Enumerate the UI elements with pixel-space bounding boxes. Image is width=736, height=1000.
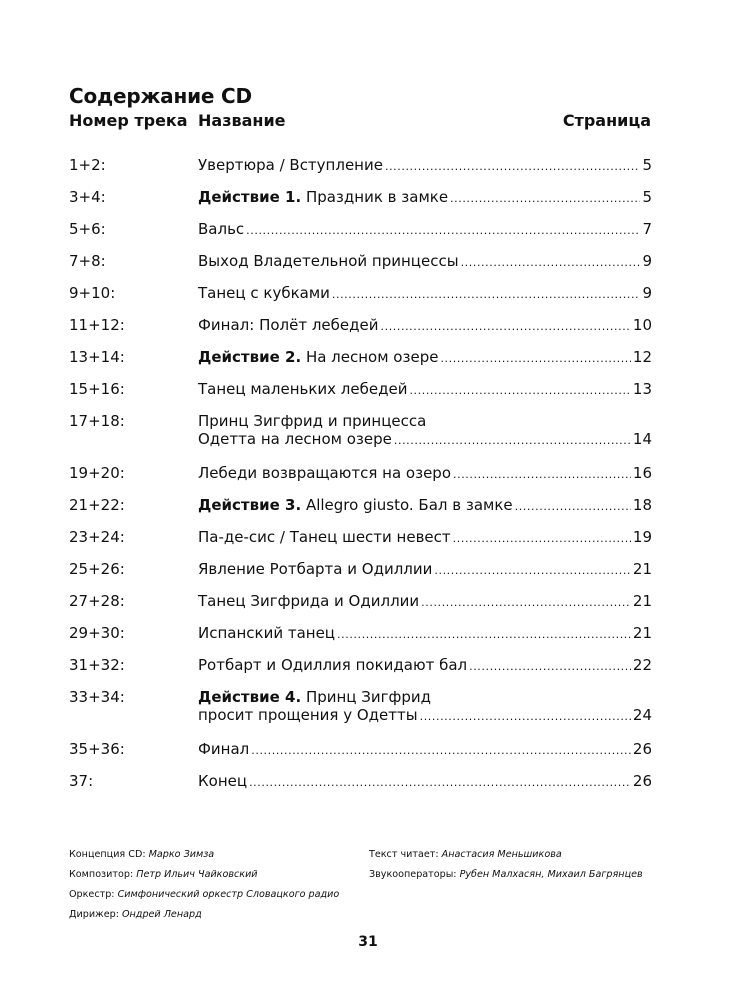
entry-line [198, 284, 652, 304]
toc-entry [198, 220, 652, 240]
dot-leader [332, 286, 641, 304]
entry-title-text: Вальс [198, 220, 245, 238]
entry-page-number: 22 [632, 656, 652, 674]
entry-title-text: Испанский танец [198, 624, 336, 642]
entry-title-text: Одетта на лесном озере [198, 430, 392, 448]
act-label: Действие 4. [198, 688, 302, 706]
credit-label: Дирижер: [69, 909, 122, 920]
header-page: Страница [562, 111, 651, 130]
credit-label: Композитор: [69, 869, 137, 880]
toc-entry [198, 656, 652, 676]
entry-line [198, 656, 652, 676]
entry-title-line1 [198, 412, 652, 430]
toc-entry [198, 772, 652, 792]
toc-row [69, 740, 652, 772]
dot-leader [381, 318, 631, 336]
entry-title-text: Выход Владетельной принцессы [198, 252, 459, 270]
entry-title-text: Финал: Полёт лебедей [198, 316, 379, 334]
entry-line [198, 706, 652, 726]
dot-leader [251, 742, 631, 760]
entry-title-text: Явление Ротбарта и Одиллии [198, 560, 433, 578]
entry-line [198, 624, 652, 644]
act-label: Действие 1. [198, 188, 302, 206]
entry-page-number: 26 [632, 772, 652, 790]
entry-line [198, 430, 652, 450]
page-number: 31 [358, 934, 378, 950]
entry-title-text: Танец маленьких лебедей [198, 380, 408, 398]
credit-label: Оркестр: [69, 889, 118, 900]
track-number: 5+6: [69, 220, 106, 238]
entry-title [198, 464, 451, 482]
toc-entry [198, 624, 652, 644]
toc-entry [198, 380, 652, 400]
toc-entry [198, 284, 652, 304]
toc-row [69, 220, 652, 252]
entry-line [198, 772, 652, 792]
entry-title-text: Ротбарт и Одиллия покидают бал [198, 656, 468, 674]
entry-page-number: 21 [632, 592, 652, 610]
track-number: 35+36: [69, 740, 125, 758]
toc-row [69, 592, 652, 624]
track-number: 3+4: [69, 188, 106, 206]
entry-title-text: Allegro giusto. Бал в замке [301, 496, 513, 514]
entry-title [198, 316, 379, 334]
entry-page-number: 26 [632, 740, 652, 758]
entry-title [198, 740, 249, 758]
track-number: 15+16: [69, 380, 125, 398]
toc-row [69, 284, 652, 316]
credit-line [69, 845, 339, 865]
dot-leader [515, 498, 631, 516]
toc-row [69, 624, 652, 656]
dot-leader [450, 190, 640, 208]
toc-row [69, 688, 652, 740]
toc-row [69, 656, 652, 688]
entry-line [198, 220, 652, 240]
track-number: 7+8: [69, 252, 106, 270]
entry-page-number: 14 [632, 430, 652, 448]
credit-label: Звукооператоры: [369, 869, 460, 880]
track-number: 31+32: [69, 656, 125, 674]
track-number: 29+30: [69, 624, 125, 642]
credit-line [369, 845, 643, 865]
toc-entry [198, 252, 652, 272]
track-number: 23+24: [69, 528, 125, 546]
toc-entry [198, 316, 652, 336]
toc-entry [198, 740, 652, 760]
toc-row [69, 156, 652, 188]
entry-title [198, 430, 392, 448]
toc-row [69, 464, 652, 496]
entry-title-text: Танец с кубками [198, 284, 330, 302]
track-number: 17+18: [69, 412, 125, 430]
entry-line [198, 464, 652, 484]
entry-title-text: просит прощения у Одетты [198, 706, 418, 724]
dot-leader [249, 774, 631, 792]
dot-leader [453, 530, 631, 548]
credit-label: Концепция CD: [69, 849, 149, 860]
toc-entry [198, 412, 652, 450]
dot-leader [469, 658, 631, 676]
entry-title [198, 496, 513, 514]
toc-entry [198, 188, 652, 208]
dot-leader [385, 158, 640, 176]
entry-title [198, 284, 330, 302]
entry-title-text: Увертюра / Вступление [198, 156, 383, 174]
credit-value: Анастасия Меньшикова [441, 849, 562, 860]
entry-title-text: Па-де-сис / Танец шести невест [198, 528, 451, 546]
dot-leader [394, 432, 631, 450]
credit-line [369, 865, 643, 885]
dot-leader [337, 626, 631, 644]
entry-page-number: 5 [642, 156, 652, 174]
entry-page-number: 18 [632, 496, 652, 514]
credits-right [369, 845, 643, 885]
entry-page-number: 10 [632, 316, 652, 334]
entry-title-text: Лебеди возвращаются на озеро [198, 464, 451, 482]
track-number: 9+10: [69, 284, 116, 302]
credit-value: Марко Зимза [148, 849, 215, 860]
entry-title [198, 560, 432, 578]
entry-title [198, 624, 335, 642]
entry-page-number: 21 [632, 560, 652, 578]
entry-title-text: Финал [198, 740, 250, 758]
header-track-number: Номер трека [69, 111, 188, 130]
credit-line [69, 885, 339, 905]
credits-left [69, 845, 339, 925]
dot-leader [421, 594, 631, 612]
entry-page-number: 24 [632, 706, 652, 724]
credit-line [69, 865, 339, 885]
page-title: Содержание CD [69, 84, 252, 108]
entry-title-text: Праздник в замке [301, 188, 449, 206]
dot-leader [461, 254, 641, 272]
entry-title-text: Танец Зигфрида и Одиллии [198, 592, 420, 610]
entry-line [198, 528, 652, 548]
dot-leader [440, 350, 630, 368]
entry-page-number: 19 [632, 528, 652, 546]
entry-page-number: 21 [632, 624, 652, 642]
credit-line [69, 905, 339, 925]
entry-title-text: Конец [198, 772, 248, 790]
track-number: 37: [69, 772, 94, 790]
entry-title [198, 348, 438, 366]
track-number: 13+14: [69, 348, 125, 366]
entry-page-number: 7 [642, 220, 652, 238]
toc-entry [198, 496, 652, 516]
entry-title [198, 656, 467, 674]
entry-page-number: 13 [632, 380, 652, 398]
toc-row [69, 772, 652, 804]
toc-list [69, 156, 652, 804]
toc-row [69, 188, 652, 220]
toc-entry [198, 688, 652, 726]
track-number: 33+34: [69, 688, 125, 706]
toc-entry [198, 156, 652, 176]
entry-title [198, 156, 383, 174]
entry-line [198, 560, 652, 580]
credit-value: Симфонический оркестр Словацкого радио [117, 889, 340, 900]
entry-page-number: 9 [642, 284, 652, 302]
toc-entry [198, 464, 652, 484]
entry-title [198, 706, 418, 724]
entry-title-text: Принц Зигфрид [301, 688, 431, 706]
track-number: 25+26: [69, 560, 125, 578]
entry-line [198, 188, 652, 208]
entry-line [198, 156, 652, 176]
toc-row [69, 496, 652, 528]
entry-title-text: На лесном озере [301, 348, 439, 366]
entry-line [198, 592, 652, 612]
entry-title [198, 772, 247, 790]
entry-line [198, 316, 652, 336]
credit-value: Рубен Малхасян, Михаил Багрянцев [459, 869, 643, 880]
entry-line [198, 380, 652, 400]
dot-leader [453, 466, 631, 484]
entry-title [198, 252, 459, 270]
track-number: 19+20: [69, 464, 125, 482]
toc-entry [198, 560, 652, 580]
act-label: Действие 3. [198, 496, 302, 514]
header-title: Название [198, 111, 286, 130]
track-number: 21+22: [69, 496, 125, 514]
entry-line [198, 740, 652, 760]
track-number: 27+28: [69, 592, 125, 610]
entry-page-number: 9 [642, 252, 652, 270]
toc-row [69, 528, 652, 560]
toc-row [69, 252, 652, 284]
entry-title [198, 220, 244, 238]
entry-title [198, 528, 451, 546]
dot-leader [434, 562, 631, 580]
credit-value: Петр Ильич Чайковский [136, 869, 258, 880]
entry-line [198, 348, 652, 368]
entry-page-number: 16 [632, 464, 652, 482]
track-number: 11+12: [69, 316, 125, 334]
act-label: Действие 2. [198, 348, 302, 366]
toc-row [69, 348, 652, 380]
dot-leader [420, 708, 631, 726]
toc-row [69, 316, 652, 348]
entry-page-number: 12 [632, 348, 652, 366]
credit-value: Ондрей Ленард [121, 909, 202, 920]
toc-entry [198, 348, 652, 368]
toc-entry [198, 592, 652, 612]
toc-entry [198, 528, 652, 548]
toc-row [69, 380, 652, 412]
entry-page-number: 5 [642, 188, 652, 206]
entry-title [198, 188, 448, 206]
entry-line [198, 252, 652, 272]
entry-line [198, 496, 652, 516]
entry-title [198, 592, 419, 610]
dot-leader [246, 222, 640, 240]
toc-row [69, 412, 652, 464]
track-number: 1+2: [69, 156, 106, 174]
credit-label: Текст читает: [369, 849, 442, 860]
dot-leader [409, 382, 630, 400]
entry-title [198, 380, 407, 398]
entry-title-text: Принц Зигфрид и принцесса [198, 412, 427, 430]
entry-title-line1 [198, 688, 652, 706]
toc-row [69, 560, 652, 592]
